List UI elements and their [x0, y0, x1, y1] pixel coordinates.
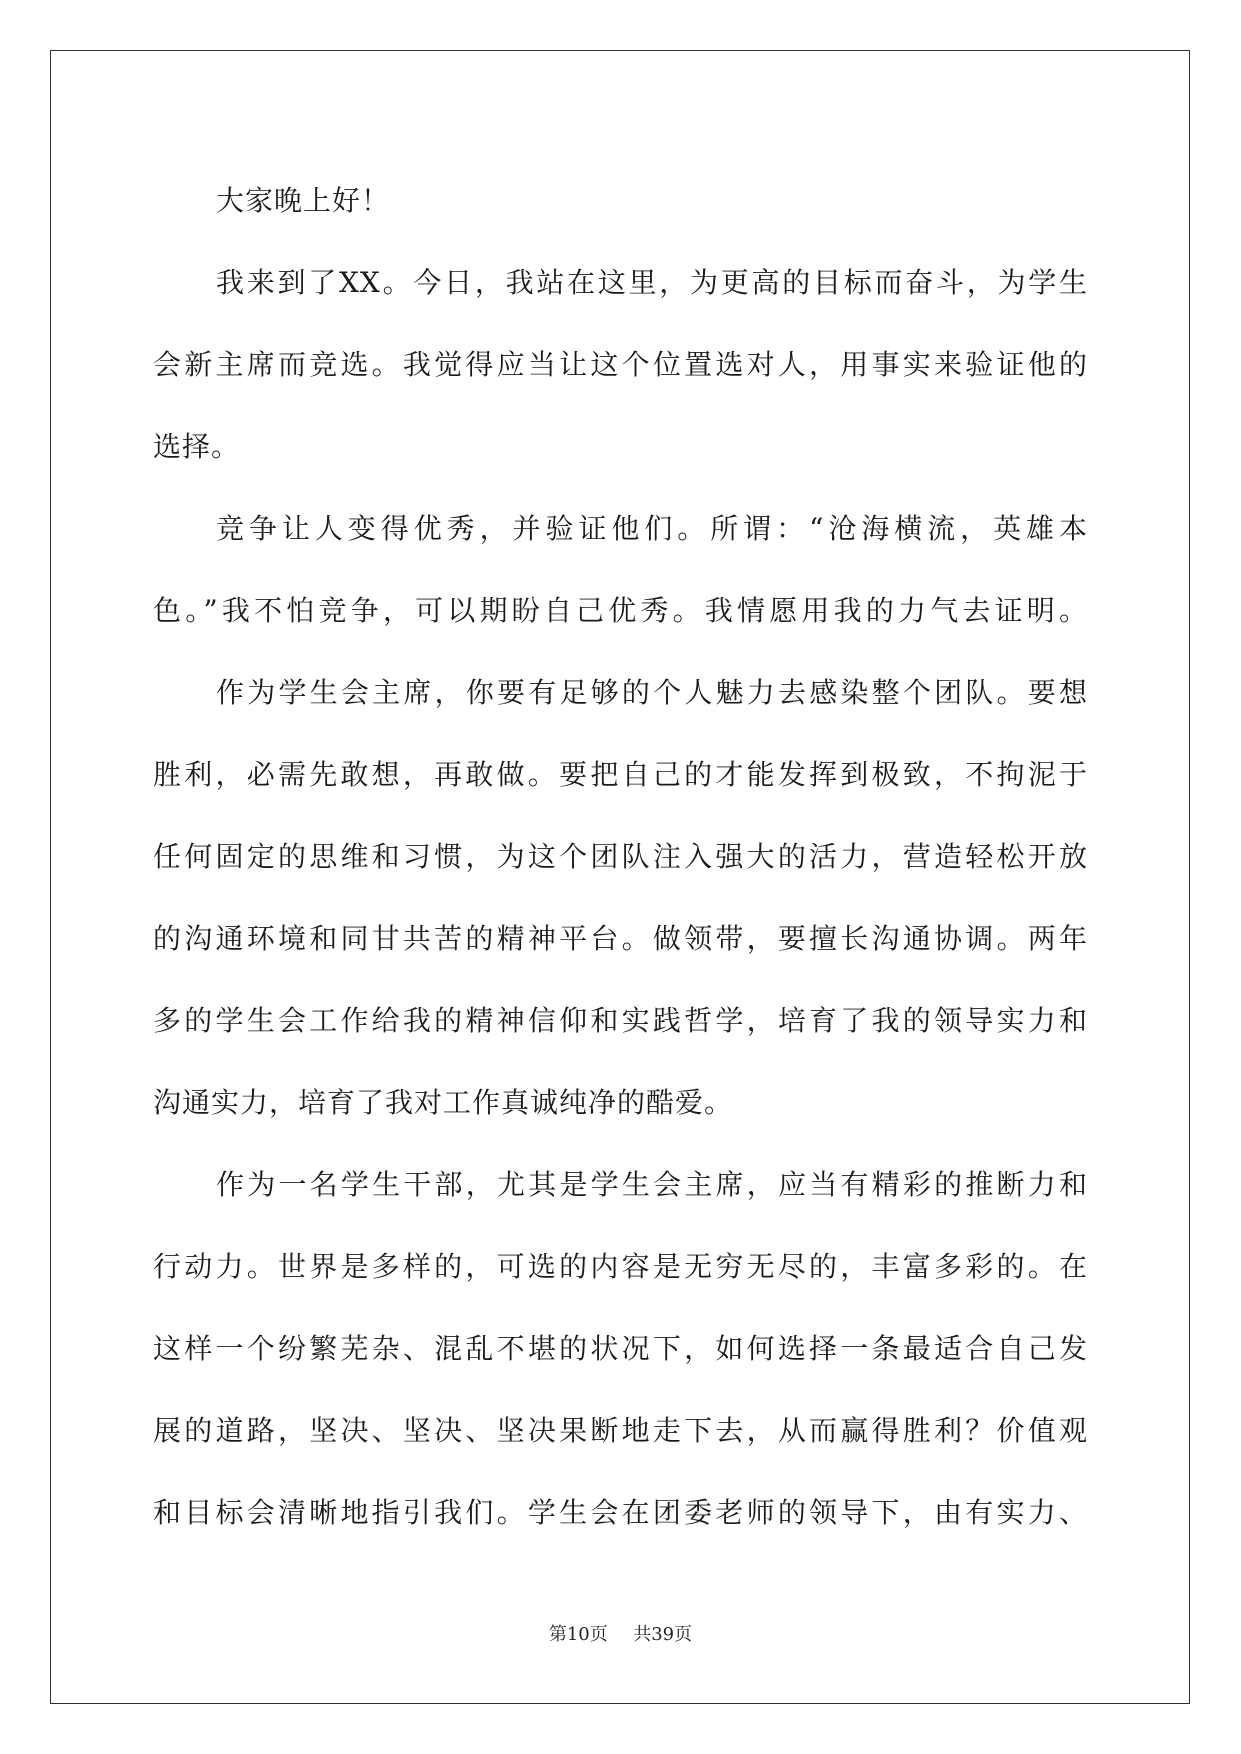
text-line: 行动力。世界是多样的，可选的内容是无穷无尽的，丰富多彩的。在	[153, 1250, 1088, 1283]
text-line: 沟通实力，培育了我对工作真诚纯净的酷爱。	[153, 1086, 734, 1119]
text-line: 作为学生会主席，你要有足够的个人魅力去感染整个团队。要想	[216, 676, 1088, 709]
text-line: 展的道路，坚决、坚决、坚决果断地走下去，从而赢得胜利？价值观	[153, 1414, 1088, 1447]
text-line: 我来到了XX。今日，我站在这里，为更高的目标而奋斗，为学生	[216, 266, 1088, 299]
text-line: 选择。	[153, 430, 241, 463]
text-line: 大家晚上好！	[216, 184, 391, 217]
text-line: 作为一名学生干部，尤其是学生会主席，应当有精彩的推断力和	[216, 1168, 1088, 1201]
text-line: 会新主席而竞选。我觉得应当让这个位置选对人，用事实来验证他的	[153, 348, 1088, 381]
text-line: 和目标会清晰地指引我们。学生会在团委老师的领导下，由有实力、	[153, 1496, 1088, 1529]
page-footer	[0, 1620, 1241, 1646]
current-page-label: 第10页	[548, 1624, 608, 1645]
text-line: 色。”我不怕竞争，可以期盼自己优秀。我情愿用我的力气去证明。	[153, 594, 1088, 627]
total-pages-label: 共39页	[633, 1624, 693, 1645]
text-line: 任何固定的思维和习惯，为这个团队注入强大的活力，营造轻松开放	[153, 840, 1088, 873]
text-line: 多的学生会工作给我的精神信仰和实践哲学，培育了我的领导实力和	[153, 1004, 1088, 1037]
document-body	[153, 160, 1088, 1554]
text-line: 的沟通环境和同甘共苦的精神平台。做领带，要擅长沟通协调。两年	[153, 922, 1088, 955]
text-line: 这样一个纷繁芜杂、混乱不堪的状况下，如何选择一条最适合自己发	[153, 1332, 1088, 1365]
text-line: 竞争让人变得优秀，并验证他们。所谓：“沧海横流，英雄本	[216, 512, 1088, 545]
text-line: 胜利，必需先敢想，再敢做。要把自己的才能发挥到极致，不拘泥于	[153, 758, 1088, 791]
